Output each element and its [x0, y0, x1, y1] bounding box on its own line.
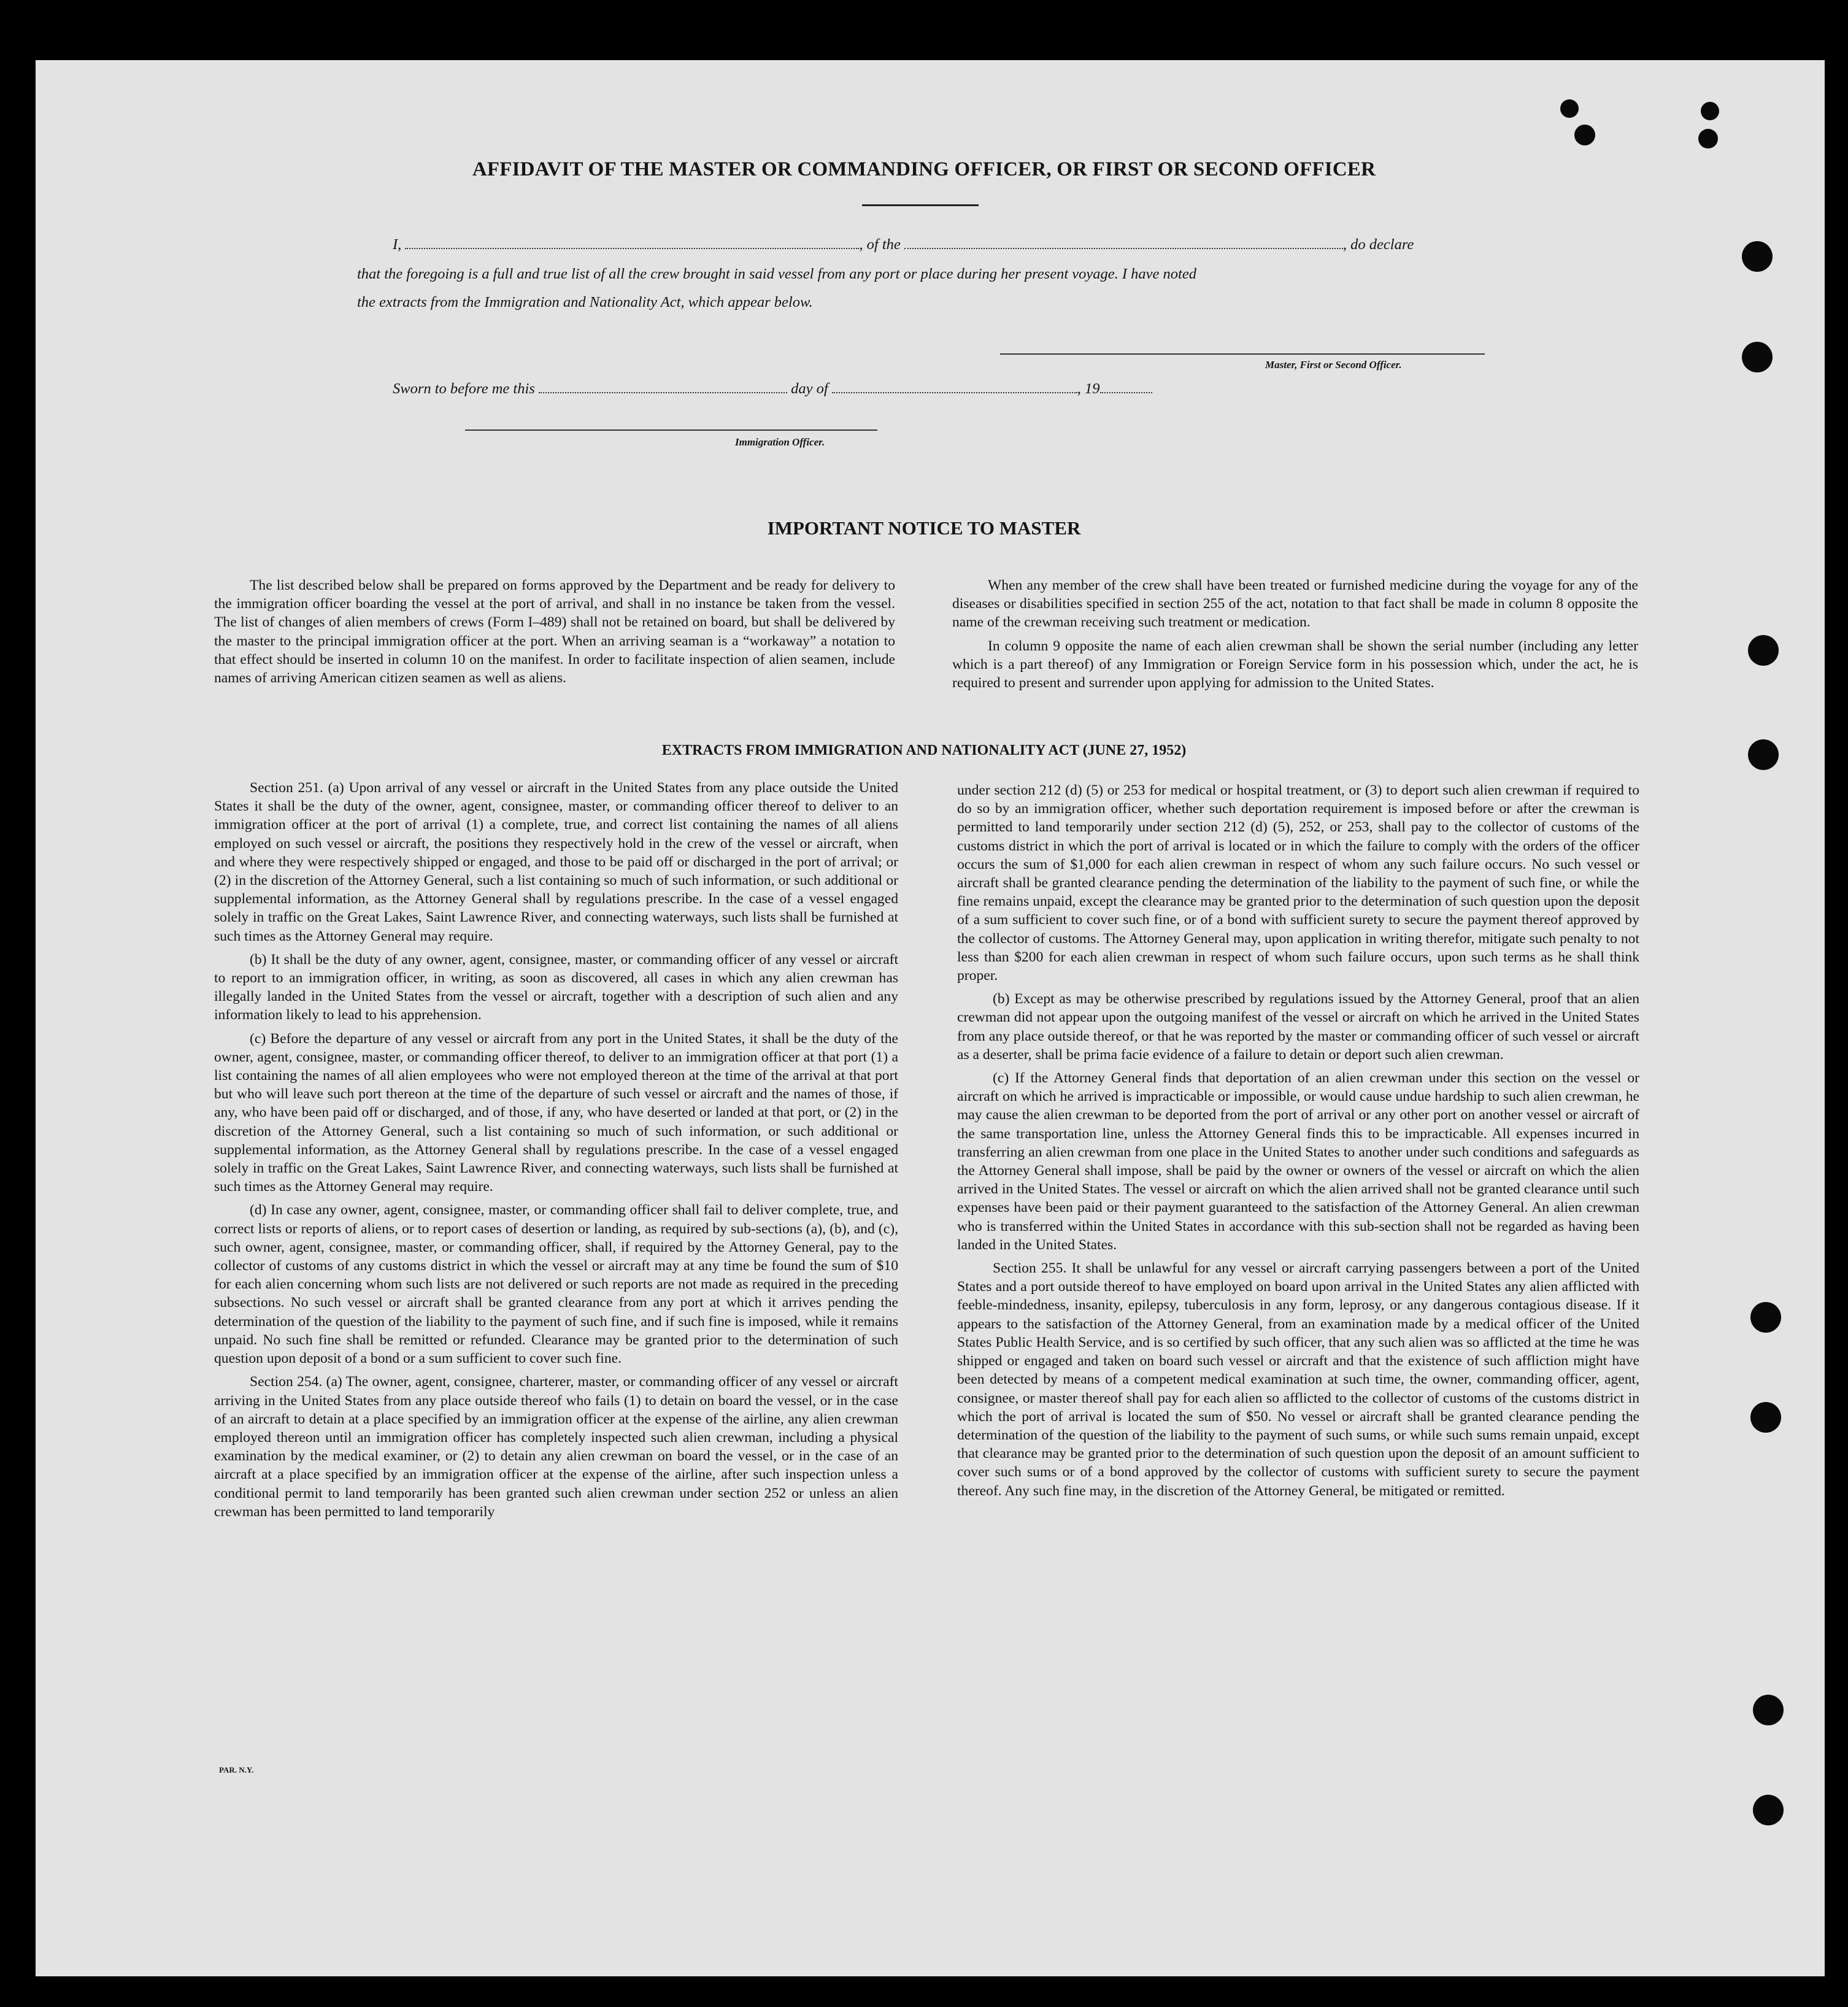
sworn-label: Sworn to before me this [393, 380, 535, 397]
printer-mark: PAR. N.Y. [219, 1765, 254, 1774]
extract-paragraph: (c) Before the departure of any vessel or aircraft from any port in the United States, it shall be the duty of the owner, agent, consignee, master, or commanding officer thereof, to deliver to an immigration officer at that port (1) a list containing the names of all alien employees who were not employed thereon at the time of the arrival at that port but who will leave such port thereon at the time of the departure of such vessel or aircraft and the names of those, if any, who have been paid off or discharged, and of those, if any, who have deserted or landed at that port, or (2) in the discretion of the Attorney General, such a list containing so much of such information, or such additional or supplemental information, as the Attorney General shall by regulations prescribe. In the case of a vessel engaged solely in traffic on the Great Lakes, Saint Lawrence River, and connecting waterways, such lists shall be furnished at such times as the Attorney General may require. [214, 1030, 898, 1195]
punch-hole [1753, 1795, 1784, 1825]
punch-hole [1750, 1302, 1781, 1333]
officer-signature-line[interactable] [465, 430, 877, 431]
name-field[interactable] [405, 237, 859, 249]
master-caption: Master, First or Second Officer. [1265, 359, 1402, 371]
extract-paragraph: Section 255. It shall be unlawful for any vessel or aircraft carrying passengers between a port of the United States and a port outside thereof to have employed on board upon arrival in the United States any alien afflicted with feeble-mindedness, insanity, epilepsy, tuberculosis in any form, leprosy, or any dangerous contagious disease. If it appears to the satisfaction of the Attorney General, from an examination made by a medical officer of the United States Public Health Service, and is so certified by such officer, that any such alien was so afflicted at the time he was shipped or engaged and taken on board such vessel or aircraft and that the existence of such affliction might have been detected by means of a competent medical examination at such time, the owner, commanding officer, agent, consignee, or master thereof shall pay for each alien so afflicted to the collector of customs of the customs district in which the port of arrival is located the sum of $50. No vessel or aircraft shall be granted clearance pending the determination of the question of the liability to the payment of such sums, or while such sums remain unpaid, except that clearance may be granted prior to the determination of such question upon the deposit of an amount sufficient to cover such sums or of a bond approved by the collector of customs with sufficient surety to secure the payment thereof. Any such fine may, in the discretion of the Attorney General, be mitigated or remitted. [957, 1260, 1639, 1499]
i-label: I, [393, 236, 402, 253]
sworn-year-field[interactable] [1100, 381, 1152, 393]
punch-hole [1750, 1402, 1781, 1433]
affidavit-title: AFFIDAVIT OF THE MASTER OR COMMANDING OFFICER, OR FIRST OR SECOND OFFICER [472, 158, 1376, 180]
extract-paragraph: (c) If the Attorney General finds that deportation of an alien crewman under this section on the vessel or aircraft on which he arrived is impracticable or impossible, or would cause undue hardship to such alien crewman, he may cause the alien crewman to be deported from the port of arrival or any other port on another vessel or aircraft of the same transportation line, unless the Attorney General finds this to be impracticable. All expenses incurred in transferring an alien crewman from one place in the United States to another under such conditions and safeguards as the Attorney General shall impose, shall be paid by the owner or owners of the vessel or aircraft on which the alien arrived in the United States. The vessel or aircraft on which the alien arrived shall not be granted clearance until such expenses have been paid or their payment guaranteed to the satisfaction of the Attorney General. An alien crewman who is transferred within the United States in accordance with this sub-section shall not be regarded as having been landed in the United States. [957, 1070, 1639, 1253]
punch-hole [1753, 1695, 1784, 1725]
sworn-line [393, 380, 1152, 398]
extract-paragraph: Section 251. (a) Upon arrival of any vessel or aircraft in the United States from any place outside the United States it shall be the duty of the owner, agent, consignee, master, or commanding officer thereof to deliver to an immigration officer at the port of arrival (1) a complete, true, and correct list containing the names of all aliens employed on such vessel or aircraft, the positions they respectively hold in the crew of the vessel or aircraft, when and where they were respectively shipped or engaged, and those to be paid off or discharged in the port of arrival; or (2) in the discretion of the Attorney General, such a list containing so much of such information, or such additional or supplemental information, as the Attorney General shall by regulations prescribe. In the case of a vessel engaged solely in traffic on the Great Lakes, Saint Lawrence River, and connecting waterways, such lists shall be furnished at such times as the Attorney General may require. [214, 780, 898, 944]
extracts-heading: EXTRACTS FROM IMMIGRATION AND NATIONALITY ACT (JUNE 27, 1952) [661, 742, 1187, 758]
declaration-line-1: that the foregoing is a full and true list of all the crew brought in said vessel from any port or place during her present voyage. I have noted [357, 266, 1196, 282]
notice-heading: IMPORTANT NOTICE TO MASTER [767, 517, 1081, 539]
extract-paragraph: under section 212 (d) (5) or 253 for medical or hospital treatment, or (3) to deport such alien crewman if required to do so by an immigration officer, whether such deportation requirement is imposed before or after the crewman is permitted to land temporarily under section 212 (d) (5), 252, or 253, shall pay to the collector of customs of the customs district in which the port of arrival is located or in which the failure to comply with the orders of the officer occurs the sum of $1,000 for each alien crewman in respect of whom any such failure occurs. No such vessel or aircraft shall be granted clearance pending the determination of the liability to the payment of such fine, or while the fine remains unpaid, except the clearance may be granted prior to the determination of such question upon the deposit of a sum sufficient to cover such fine, or of a bond with sufficient surety to secure the payment thereof approved by the collector of customs. The Attorney General may, upon application in writing therefor, mitigate such penalty to not less than $200 for each alien crewman in respect of whom such failure occurs, upon such terms as he shall think proper. [957, 782, 1639, 984]
officer-caption: Immigration Officer. [735, 436, 825, 448]
sworn-day-field[interactable] [539, 381, 787, 393]
extracts-left-column [214, 779, 898, 1526]
scan-dot [1698, 129, 1718, 148]
extract-paragraph: Section 254. (a) The owner, agent, consignee, charterer, master, or commanding officer of any vessel or aircraft arriving in the United States from any place outside thereof who fails (1) to detain on board the vessel, or in the case of an aircraft to detain at a place specified by an immigration officer at the expense of the airline, any alien crewman employed thereon until an immigration officer has completely inspected such alien crewman, including a physical examination by the medical examiner, or (2) to detain any alien crewman on board the vessel, or in the case of an aircraft at a place specified by an immigration officer at the expense of the airline, after such inspection unless a conditional permit to land temporarily has been granted such alien crewman under section 252 or unless an alien crewman has been permitted to land temporarily [214, 1374, 898, 1520]
extracts-right-column [957, 781, 1639, 1505]
extract-paragraph: (d) In case any owner, agent, consignee, master, or commanding officer shall fail to deliver complete, true, and correct lists or reports of aliens, or to report cases of desertion or landing, as required by sub-sections (a), (b), and (c), such owner, agent, consignee, master, or commanding officer, shall, if required by the Attorney General, pay to the collector of customs of any customs district in which the vessel or aircraft may at any time be found the sum of $10 for each alien concerning whom such lists are not delivered or such reports are not made as required in the preceding subsections. No such vessel or aircraft shall be granted clearance from any port at which it arrives pending the determination of the question of the liability to the payment of such fine, and if such fine is imposed, while it remains unpaid. No such fine shall be remitted or refunded. Clearance may be granted prior to the determination of such question upon deposit of a bond or a sum sufficient to cover such fine. [214, 1202, 898, 1367]
year-label: , 19 [1077, 380, 1100, 397]
scan-dot [1701, 102, 1719, 120]
declaration-line-2: the extracts from the Immigration and Nationality Act, which appear below. [357, 294, 813, 310]
extract-paragraph: (b) Except as may be otherwise prescribed by regulations issued by the Attorney General, proof that an alien crewman did not appear upon the outgoing manifest of the vessel or aircraft on which he arrived in the United States from any place outside thereof, or that he was reported by the master or commanding officer of such vessel or aircraft as a deserter, shall be prima facie evidence of a failure to detain or deport such alien crewman. [957, 991, 1639, 1063]
punch-hole [1742, 241, 1773, 272]
do-declare-label: , do declare [1342, 236, 1414, 253]
of-the-label: , of the [859, 236, 901, 253]
scan-dot [1560, 99, 1579, 118]
extract-paragraph: (b) It shall be the duty of any owner, agent, consignee, master, or commanding officer of any vessel or aircraft to report to an immigration officer, in writing, as soon as discovered, all cases in which any alien crewman has illegally landed in the United States from the vessel or aircraft, together with a description of such alien and any information likely to lead to his apprehension. [214, 951, 898, 1023]
scan-dot [1574, 125, 1595, 145]
master-signature-line[interactable] [1000, 353, 1485, 355]
notice-left-column [214, 576, 895, 692]
notice-right-column [952, 576, 1638, 697]
notice-left-paragraph: The list described below shall be prepared on forms approved by the Department and be ready for delivery to the immigration officer boarding the vessel at the port of arrival, and shall in no instance be taken from the vessel. The list of changes of alien members of crews (Form I–489) shall not be retained on board, but shall be delivered by the master to the principal immigration officer at the port. When an arriving seaman is a “workaway” a notation to that effect should be inserted in column 10 on the manifest. In order to facilitate inspection of alien seamen, include names of arriving American citizen seamen as well as aliens. [214, 577, 895, 687]
punch-hole [1742, 342, 1773, 372]
declaration-line-i [393, 236, 1491, 253]
vessel-field[interactable] [904, 237, 1343, 249]
notice-right-paragraph: When any member of the crew shall have been treated or furnished medicine during the voyage for any of the diseases or disabilities specified in section 255 of the act, notation to that fact shall be made in column 8 opposite the name of the crewman receiving such treatment or medication. [952, 577, 1638, 631]
punch-hole [1748, 635, 1779, 666]
notice-right-paragraph: In column 9 opposite the name of each alien crewman shall be shown the serial number (including any letter which is a part thereof) of any Immigration or Foreign Service form in his possession which, under the act, he is required to present and surrender upon applying for admission to the United States. [952, 638, 1638, 691]
title-rule [862, 204, 979, 206]
day-of-label: day of [791, 380, 828, 397]
sworn-month-field[interactable] [832, 381, 1077, 393]
